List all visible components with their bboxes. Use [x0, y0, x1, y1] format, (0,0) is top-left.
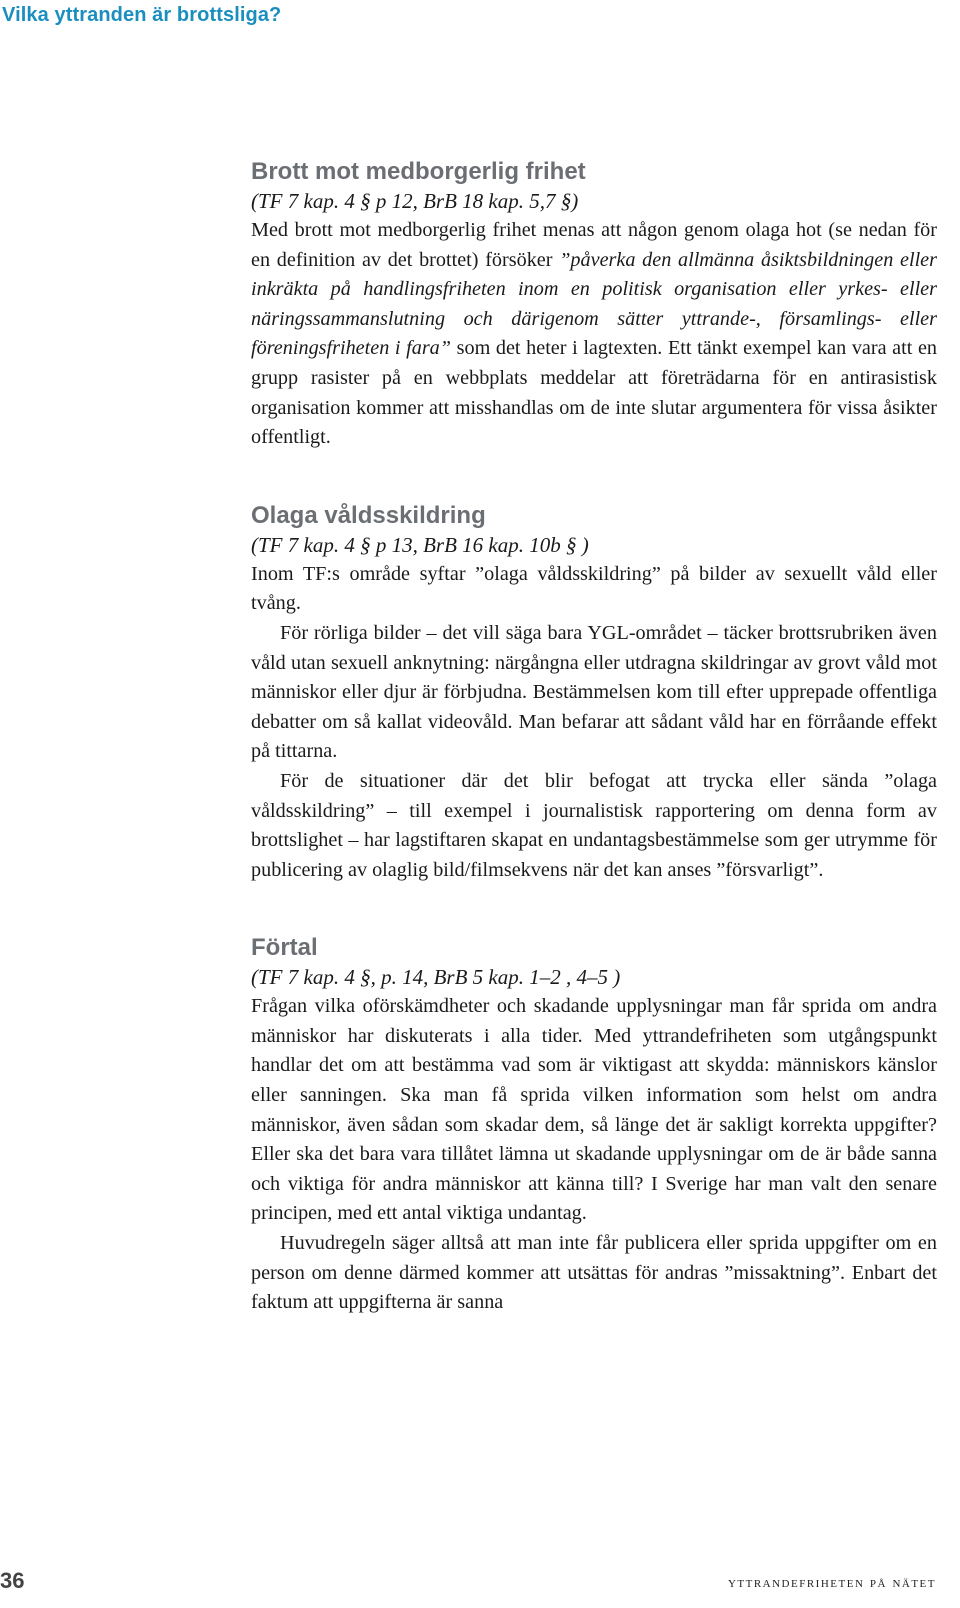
paragraph: Huvudregeln säger alltså att man inte får publicera eller sprida uppgifter om en person om denne därmed kommer att utsättas för andras ”missaktning”. Enbart det faktum att uppgifterna är sanna	[251, 1232, 937, 1314]
page-number: 36	[0, 1568, 25, 1593]
law-reference: (TF 7 kap. 4 § p 13, BrB 16 kap. 10b § )	[251, 532, 589, 557]
section-olaga-valdsskildring	[251, 501, 937, 886]
section-brott-mot-medborgerlig-frihet	[251, 157, 937, 453]
paragraph-text: som det heter i lagtexten. Ett tänkt exempel kan vara att en grupp rasister på en webbplats meddelar att företrädarna för en antirasistisk organisation kommer att misshandlas om de inte slutar argumentera för vissa åsikter offentligt.	[251, 337, 938, 449]
footer-book-title: yttrandefriheten på nätet	[727, 1574, 936, 1591]
law-reference: (TF 7 kap. 4 § p 12, BrB 18 kap. 5,7 §)	[251, 189, 579, 213]
section-title: Brott mot medborgerlig frihet	[251, 158, 586, 185]
section-title: Olaga våldsskildring	[251, 501, 486, 529]
paragraph: För rörliga bilder – det vill säga bara YGL-området – täcker brottsrubriken även våld utan sexuell anknytning: närgångna eller utdragna skildringar av grovt våld mot människor eller djur är förbjudna. Bestämmelsen kom till efter upprepade offentliga debatter om så kallat videovåld. Man befarar att sådant våld har en förråande effekt på tittarna.	[251, 621, 937, 763]
paragraph	[251, 216, 937, 453]
running-head: Vilka yttranden är brottsliga?	[2, 4, 282, 26]
paragraph: För de situationer där det blir befogat att trycka eller sända ”olaga våldsskildring” – till exempel i journalistisk rapportering om denna form av brottslighet – har lagstiftaren skapat en undantagsbestämmelse som ger utrymme för publicering av olaglig bild/filmsekvens när det kan anses ”försvarligt”.	[251, 769, 937, 881]
paragraph: Frågan vilka oförskämdheter och skadande upplysningar man får sprida om andra människor har diskuterats i alla tider. Med yttrandefriheten som utgångspunkt handlar det om att bestämma vad som är viktigast att skydda: människors känslor eller sanningen. Ska man få sprida vilken information som helst om andra människor, även sådan som skadar dem, så länge det är sakligt korrekta uppgifter? Eller ska det bara vara tillåtet lämna ut skadande upplysningar om de är både sanna och viktiga för andra människor att känna till? I Sverige har man valt den senare principen, med ett antal viktiga undantag.	[251, 995, 937, 1225]
law-quote: ”påverka den allmänna åsiktsbildningen eller inkräkta på handlingsfriheten inom en politisk organisation eller yrkes- eller näringssammanslutning och därigenom sätter yttrande-, församlings- eller föreningsfriheten i fara”	[251, 248, 937, 360]
section-title: Förtal	[251, 934, 318, 962]
section-fortal	[251, 933, 937, 1318]
paragraph: Inom TF:s område syftar ”olaga våldsskildring” på bilder av sexuellt våld eller tvång.	[251, 562, 937, 615]
paragraph-text: Med brott mot medborgerlig frihet menas att någon genom olaga hot (se nedan för en definition av det brottet) försöker	[251, 219, 937, 271]
law-reference: (TF 7 kap. 4 §, p. 14, BrB 5 kap. 1–2 , 4–5 )	[251, 965, 621, 990]
page-body	[251, 157, 937, 1318]
